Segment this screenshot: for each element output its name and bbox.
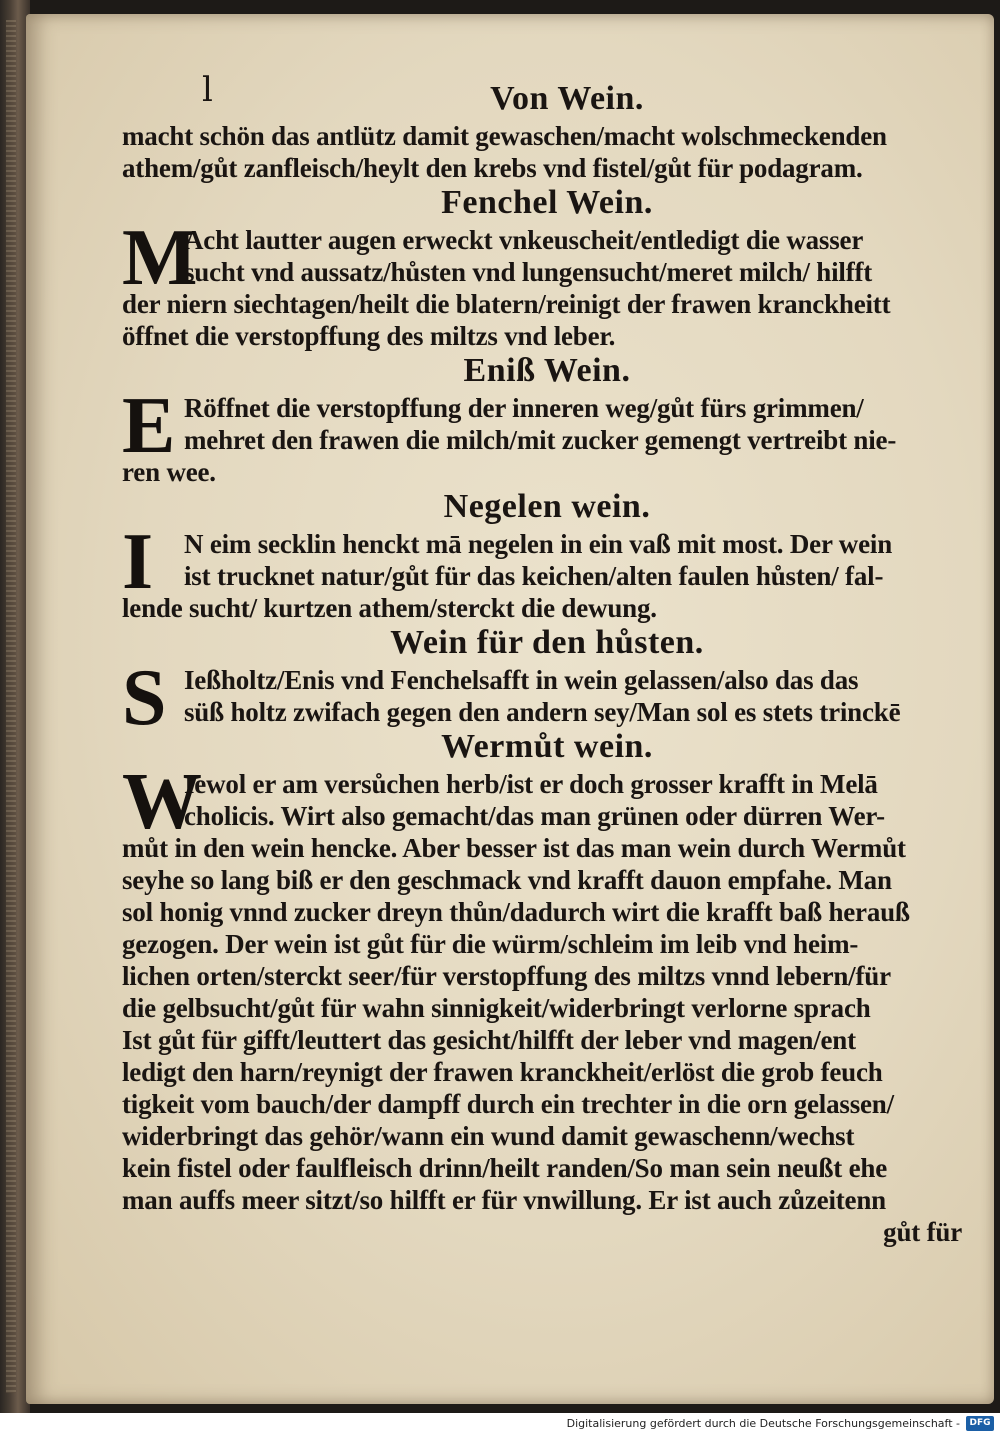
- catchword: gůt für: [883, 1217, 962, 1247]
- text-line: Ist gůt für gifft/leuttert das gesicht/hilfft der leber vnd magen/ent: [122, 1025, 856, 1055]
- section-paragraph: [122, 758, 972, 1216]
- text-line: athem/gůt zanfleisch/heylt den krebs vnd fistel/gůt für podagram.: [122, 153, 863, 183]
- text-line: gezogen. Der wein ist gůt für die würm/schleim im leib vnd heim-: [122, 929, 859, 959]
- text-line: sucht vnd aussatz/hůsten vnd lungensucht/meret milch/ hilfft: [184, 257, 873, 287]
- text-line: tigkeit vom bauch/der dampff durch ein trechter in die orn gelassen/: [122, 1089, 894, 1119]
- text-line: der niern siechtagen/heilt die blatern/reinigt der frawen kranckheitt: [122, 289, 891, 319]
- drop-initial: S: [122, 654, 167, 742]
- text-line: macht schön das antlütz damit gewaschen/macht wolschmeckenden: [122, 121, 887, 151]
- text-line: widerbringt das gehör/wann ein wund damit gewaschenn/wechst: [122, 1121, 855, 1151]
- text-line: seyhe so lang biß er den geschmack vnd krafft dauon empfahe. Man: [122, 865, 892, 895]
- section-paragraph: [122, 382, 972, 488]
- paper-page: [26, 14, 994, 1404]
- section-heading: Fenchel Wein.: [441, 184, 653, 221]
- text-line: süß holtz zwifach gegen den andern sey/Man sol es stets trinckē: [184, 697, 901, 727]
- section-paragraph: [122, 654, 972, 742]
- text-block: [122, 54, 972, 1248]
- text-line: ren wee.: [122, 457, 216, 487]
- section-heading: Wermůt wein.: [441, 728, 653, 765]
- drop-initial: M: [122, 214, 198, 302]
- section-heading: Eniß Wein.: [463, 352, 631, 389]
- drop-initial: I: [122, 518, 154, 606]
- folio-mark: l: [202, 70, 213, 110]
- text-line: mehret den frawen die milch/mit zucker gemengt vertreibt nie-: [184, 425, 897, 455]
- text-line: ist trucknet natur/gůt für das keichen/alten faulen hůsten/ fal-: [184, 561, 884, 591]
- text-line: Röffnet die verstopffung der inneren weg/gůt fürs grimmen/: [184, 393, 864, 423]
- text-line: cholicis. Wirt also gemacht/das man grünen oder dürren Wer-: [184, 801, 885, 831]
- section-paragraph: [122, 518, 972, 624]
- text-line: die gelbsucht/gůt für wahn sinnigkeit/widerbringt verlorne sprach: [122, 993, 871, 1023]
- continuation-paragraph: [122, 120, 972, 184]
- section-paragraph: [122, 214, 972, 352]
- footer-bar: [0, 1413, 1000, 1435]
- drop-initial: E: [122, 382, 176, 470]
- drop-initial: W: [122, 758, 202, 846]
- text-line: kein fistel oder faulfleisch drinn/heilt randen/So man sein neußt ehe: [122, 1153, 888, 1183]
- text-line: Ießholtz/Enis vnd Fenchelsafft in wein gelassen/also das das: [184, 665, 859, 695]
- text-line: man auffs meer sitzt/so hilfft er für vnwillung. Er ist auch zůzeitenn: [122, 1185, 886, 1215]
- text-line: sol honig vnnd zucker dreyn thůn/dadurch wirt die krafft baß herauß: [122, 897, 910, 927]
- text-line: můt in den wein hencke. Aber besser ist das man wein durch Wermůt: [122, 833, 906, 863]
- text-line: öffnet die verstopffung des miltzs vnd leber.: [122, 321, 616, 351]
- section-heading: Wein für den hůsten.: [390, 624, 704, 661]
- running-head: Von Wein.: [490, 80, 644, 117]
- text-line: lende sucht/ kurtzen athem/sterckt die dewung.: [122, 593, 657, 623]
- text-line: lichen orten/sterckt seer/für verstopffung des miltzs vnnd lebern/für: [122, 961, 891, 991]
- dfg-credit-text: Digitalisierung gefördert durch die Deutsche Forschungsgemeinschaft -: [566, 1417, 960, 1430]
- text-line: Acht lautter augen erweckt vnkeuscheit/entledigt die wasser: [184, 225, 864, 255]
- dfg-logo-icon: DFG: [966, 1416, 994, 1431]
- text-line: N eim secklin henckt mā negelen in ein vaß mit most. Der wein: [184, 529, 893, 559]
- section-heading: Negelen wein.: [443, 488, 651, 525]
- text-line: Iewol er am versůchen herb/ist er doch grosser krafft in Melā: [184, 769, 878, 799]
- text-line: ledigt den harn/reynigt der frawen kranckheit/erlöst die grob feuch: [122, 1057, 883, 1087]
